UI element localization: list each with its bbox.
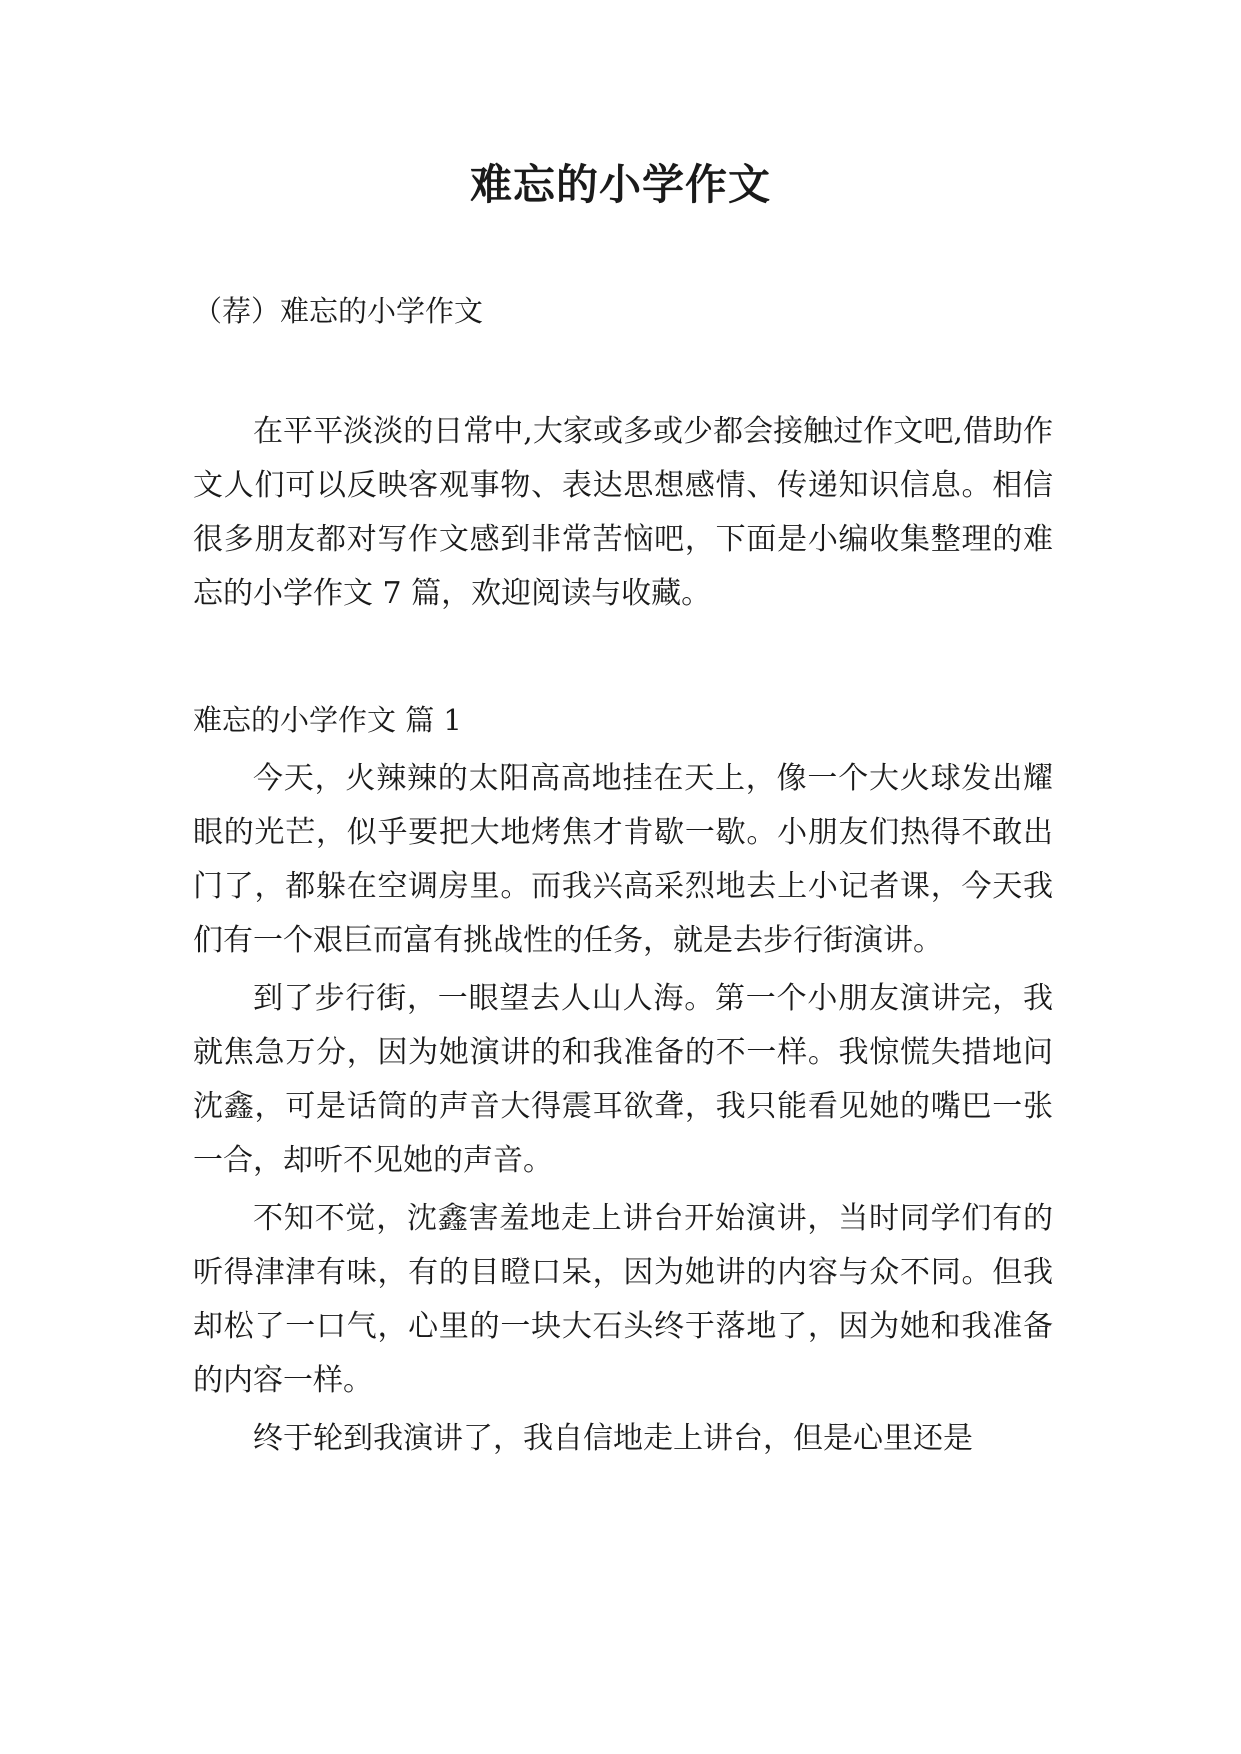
- section-paragraph: 今天，火辣辣的太阳高高地挂在天上，像一个大火球发出耀眼的光芒，似乎要把大地烤焦才肯歇一歇。小朋友们热得不敢出门了，都躲在空调房里。而我兴高采烈地去上小记者课，今天我们有一个艰巨而富有挑战性的任务，就是去步行街演讲。: [193, 761, 1053, 958]
- section-heading: 难忘的小学作文 篇 1: [193, 703, 462, 737]
- section-paragraph: 不知不觉，沈鑫害羞地走上讲台开始演讲，当时同学们有的听得津津有味，有的目瞪口呆，因为她讲的内容与众不同。但我却松了一口气，心里的一块大石头终于落地了，因为她和我准备的内容一样。: [193, 1201, 1053, 1398]
- section-paragraph: 到了步行街，一眼望去人山人海。第一个小朋友演讲完，我就焦急万分，因为她演讲的和我准备的不一样。我惊慌失措地问沈鑫，可是话筒的声音大得震耳欲聋，我只能看见她的嘴巴一张一合，却听不见她的声音。: [193, 981, 1053, 1178]
- document-subtitle: （荐）难忘的小学作文: [193, 294, 484, 328]
- section-paragraph: 终于轮到我演讲了，我自信地走上讲台，但是心里还是: [253, 1421, 973, 1456]
- section-body: [193, 752, 1053, 1470]
- intro-paragraph: 在平平淡淡的日常中,大家或多或少都会接触过作文吧,借助作文人们可以反映客观事物、表达思想感情、传递知识信息。相信很多朋友都对写作文感到非常苦恼吧，下面是小编收集整理的难忘的小学作文 7 篇，欢迎阅读与收藏。: [193, 414, 1053, 611]
- document-title: 难忘的小学作文: [469, 160, 771, 209]
